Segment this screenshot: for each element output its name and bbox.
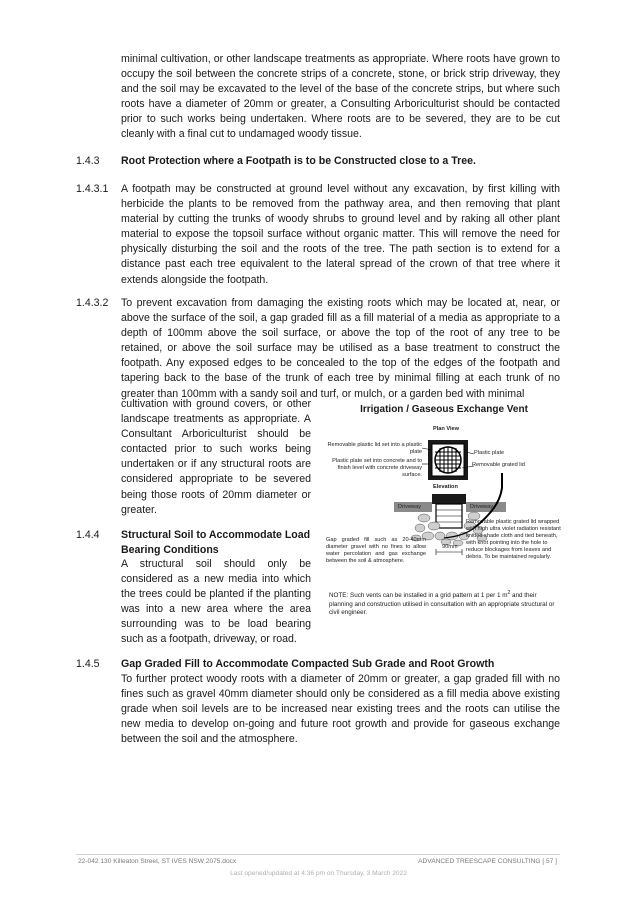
label-driveway-right: Driveway <box>470 504 494 510</box>
section-number-1-4-3: 1.4.3 <box>76 155 100 167</box>
footer-center: Last opened/updated at 4:36 pm on Thursday, 3 March 2022 <box>230 870 407 877</box>
vent-figure <box>324 404 564 619</box>
section-number-1-4-5: 1.4.5 <box>76 658 100 670</box>
figure-note <box>329 589 561 617</box>
section-paragraph-1-4-3-2-continued: cultivation with ground covers, or other landscape treatments as appropriate. A Consultant Arboriculturist should be contacted prior to such works being undertaken or if any structural roots are considered appropriate to be severed being those roots of 20mm diameter or greater. <box>121 398 311 516</box>
footer-left: 22-042 130 Killeaton Street, ST IVES NSW 2075.docx <box>78 858 237 865</box>
label-wrapped: Removable plastic grated lid wrapped with high ultra violet radiation resistant knitted shade cloth and tied beneath, with knot pointing into the hole to reduce blockages from leaves and debris. To be maintained regularly. <box>466 519 561 560</box>
label-removable-lid: Removable plastic lid set into a plastic plate <box>327 442 422 455</box>
note-suffix: and their planning and construction utilised in consultation with an appropriate structural or civil engineer. <box>329 592 555 616</box>
elevation-label: Elevation <box>433 484 458 490</box>
intro-paragraph: minimal cultivation, or other landscape treatments as appropriate. Where roots have grown to occupy the soil between the concrete strips of a concrete, stone, or brick strip driveway, they and the soil may be excavated to the level of the base of the concrete strips, but where such roots have a diameter of 20mm or greater, a Consulting Arboriculturist should be contacted prior to such works being undertaken. Where roots are to be severed, they are to be cut cleanly with a final cut to undamaged woody tissue. <box>121 53 560 141</box>
label-plastic-plate-set: Plastic plate set into concrete and to finish level with concrete driveway surface. <box>332 458 422 478</box>
section-heading-1-4-3: Root Protection where a Footpath is to be Constructed close to a Tree. <box>121 155 476 167</box>
label-90mm: 90mm <box>442 544 458 550</box>
figure-title: Irrigation / Gaseous Exchange Vent <box>360 404 528 415</box>
section-paragraph-1-4-3-1: A footpath may be constructed at ground level without any excavation, by first killing with herbicide the plants to be removed from the pathway area, and then removing that plant material by cutting the trunks of woody shrubs to ground level and by raking all other plant material to expose the topsoil surface without organic matter. This will remove the need for physically disturbing the soil and the roots of the tree. The path section is to extend for a distance past each tree equivalent to the lateral spread of the crown of that tree where it extends alongside the footpath. <box>121 183 560 286</box>
section-paragraph-1-4-5: To further protect woody roots with a diameter of 20mm or greater, a gap graded fill with no fines such as gravel 40mm diameter should only be considered as a fill media above existing grade when soil levels are to be increased near existing trees and the roots can utilise the new media to develop on-going and future root growth and provide for gaseous exchange between the soil and the atmosphere. <box>121 673 560 746</box>
label-gap-fill: Gap graded fill such as 20-40mm diameter gravel with no fines to allow water percolation and gas exchange between the soil & atmosphere. <box>326 537 426 564</box>
label-plastic-plate: Plastic plate <box>474 450 505 456</box>
note-prefix: NOTE: Such vents can be installed in a grid pattern at 1 per 1 m <box>329 592 508 600</box>
plan-view-label: Plan View <box>433 426 460 432</box>
footer-right: ADVANCED TREESCAPE CONSULTING [ 57 ] <box>418 858 557 865</box>
section-number-1-4-4: 1.4.4 <box>76 529 100 541</box>
section-heading-1-4-4: Structural Soil to Accommodate Load Bearing Conditions <box>121 529 311 557</box>
label-removable-grated: Removable grated lid <box>472 462 525 468</box>
section-number-1-4-3-1: 1.4.3.1 <box>76 183 109 195</box>
plan-view-grate <box>428 440 468 480</box>
section-number-1-4-3-2: 1.4.3.2 <box>76 297 109 309</box>
label-driveway-left: Driveway <box>398 504 422 510</box>
footer-rule <box>76 854 560 855</box>
section-paragraph-1-4-3-2: To prevent excavation from damaging the existing roots which may be located at, near, or above the surface of the soil, a gap graded fill as a fill material of a media as appropriate to a depth of 100mm above the soil surface, or above the top of the root of any tree to be retained, or above the soil surface may be utilised as a base treatment to construct the footpath. Any exposed edges to be concealed to the top of the edges of the footpath and tapering back to the base of the trunk of each tree by minimal filling at each trunk of no greater than 100mm with a sandy soil and turf, or mulch, or a garden bed with minimal <box>121 297 560 400</box>
note-superscript: 2 <box>507 590 511 596</box>
section-heading-1-4-5: Gap Graded Fill to Accommodate Compacted Sub Grade and Root Growth <box>121 658 495 670</box>
section-paragraph-1-4-4: A structural soil should only be considered as a new media into which the trees could be planted if the planting was into a new area where the area surrounding was to be load bearing such as a footpath, driveway, or road. <box>121 558 311 646</box>
